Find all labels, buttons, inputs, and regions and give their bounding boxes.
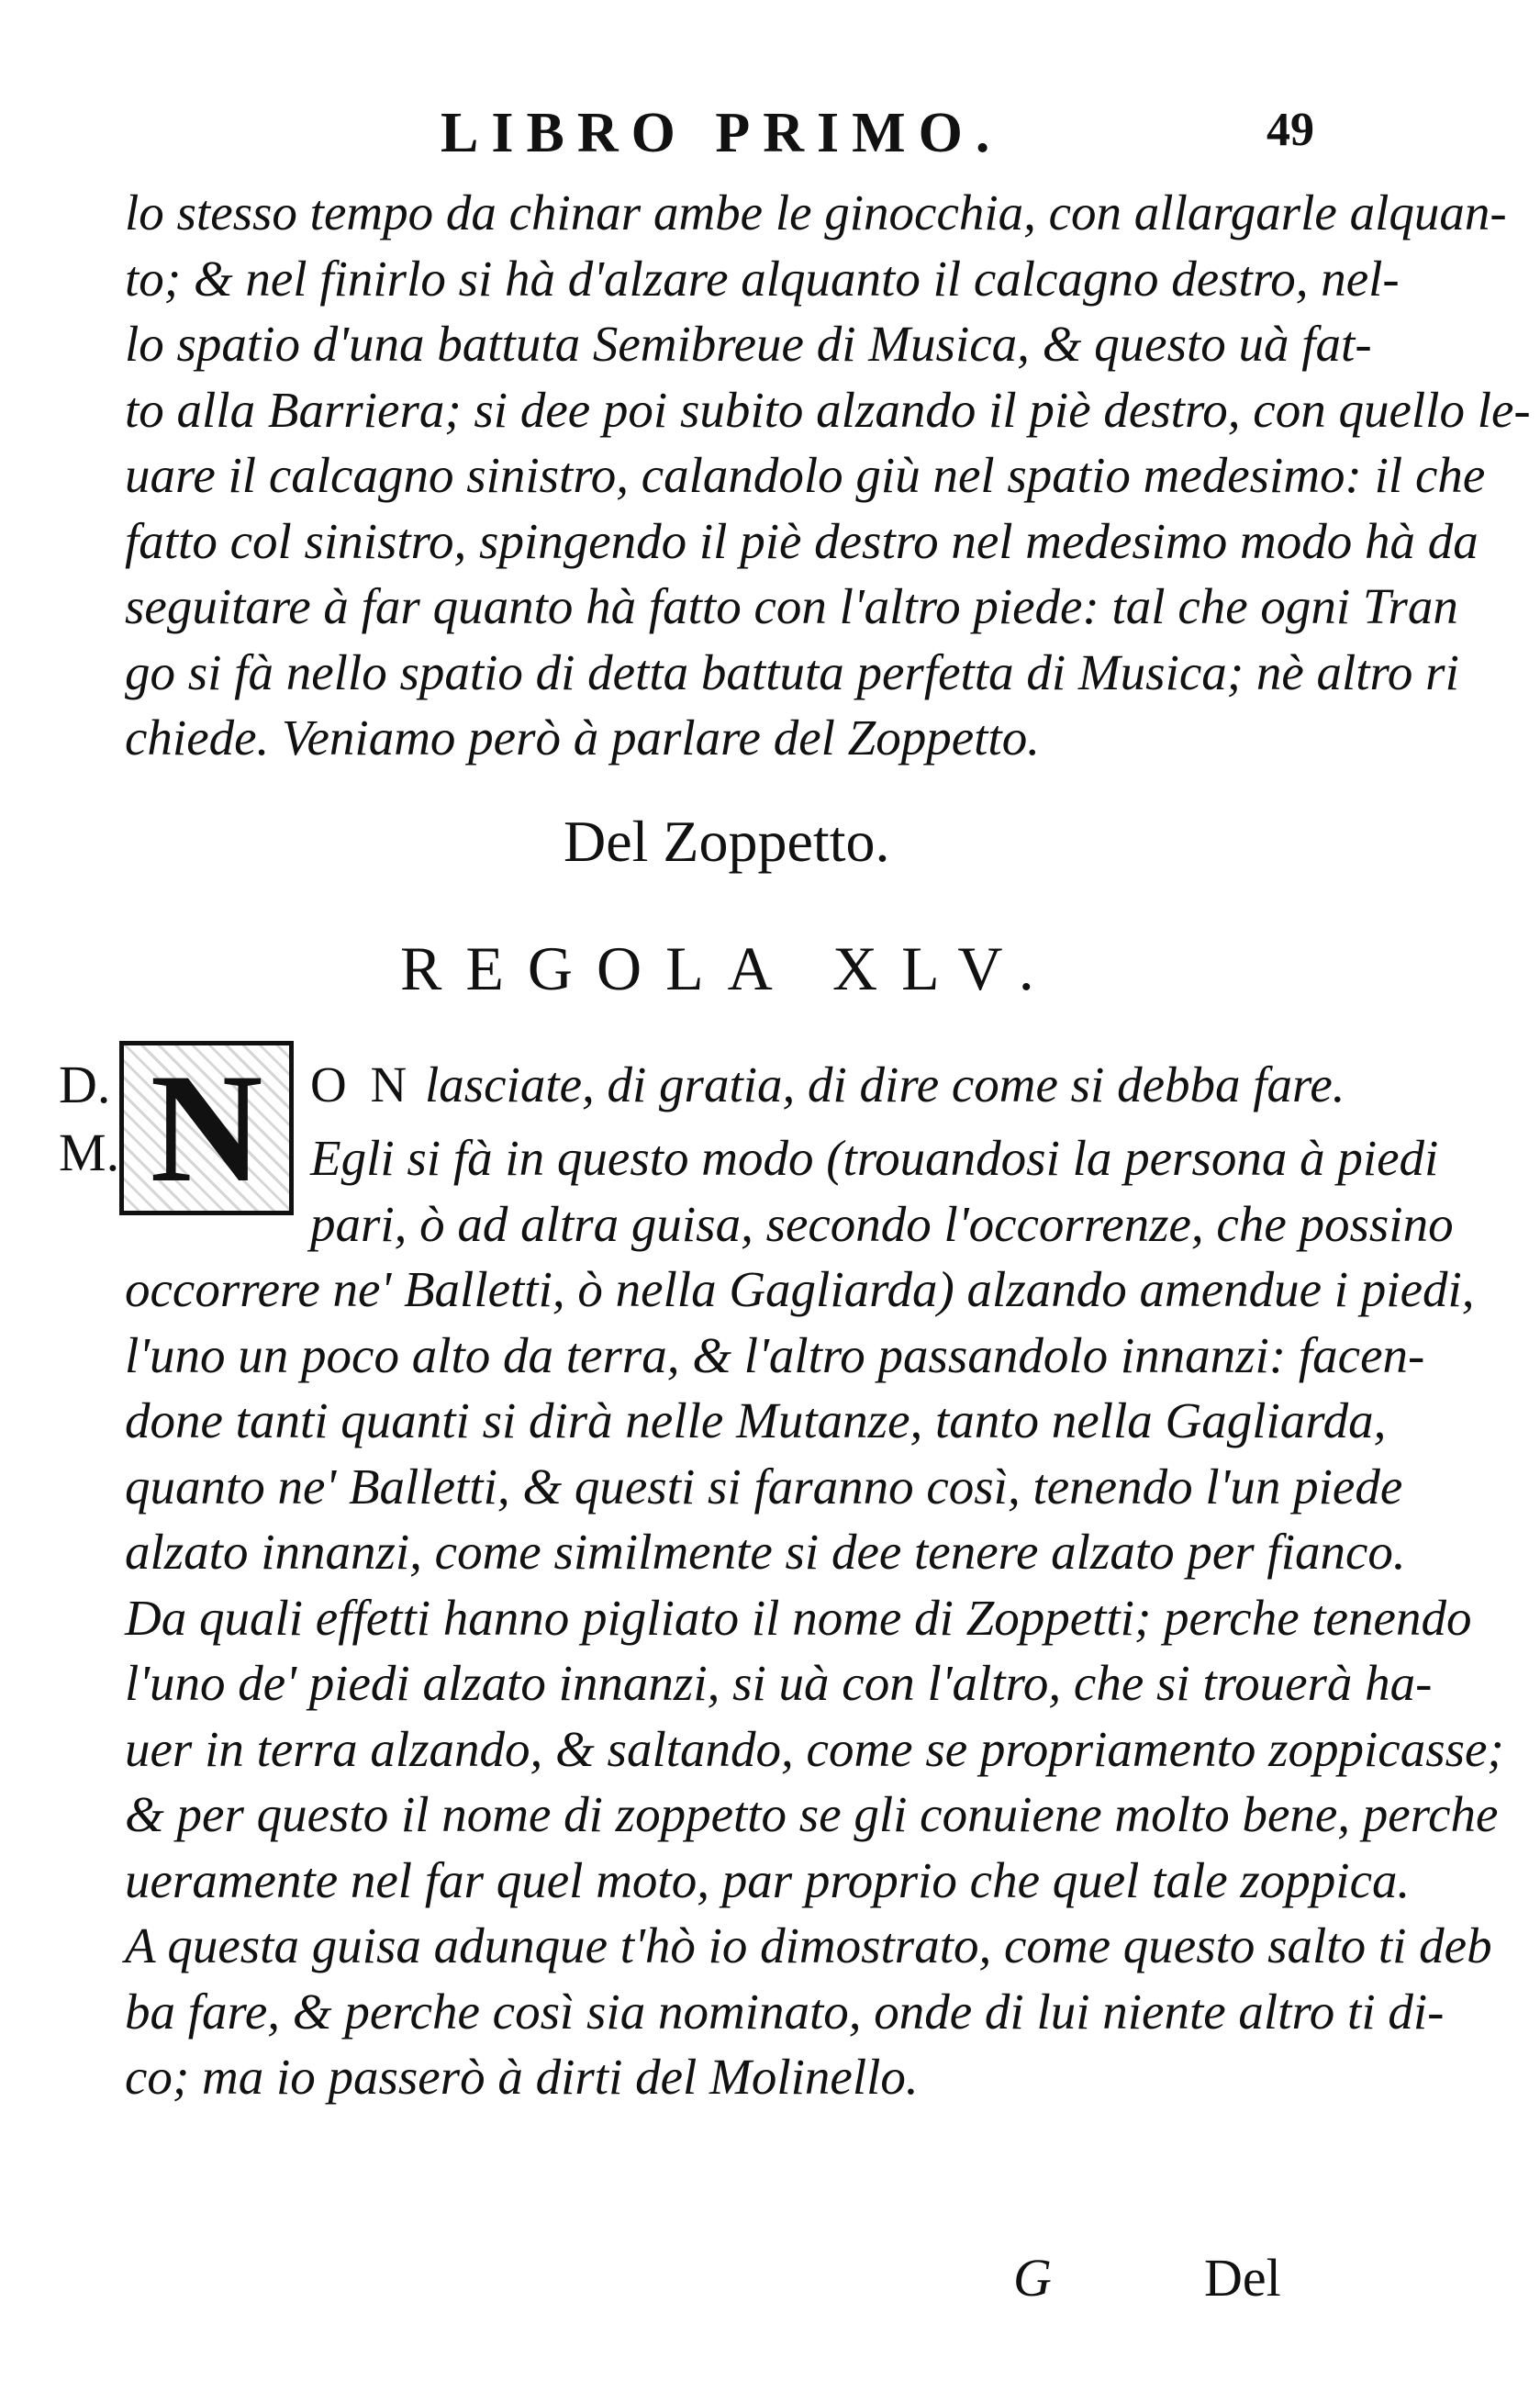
text-line: seguitare à far quanto hà fatto con l'altro piede: tal che ogni Tran — [125, 578, 1458, 634]
text-line: ba fare, & perche così sia nominato, onde di lui niente altro ti di- — [125, 1983, 1445, 2040]
paragraph-beside-initial — [310, 1125, 1454, 1257]
text-line: alzato innanzi, come similmente si dee tenere alzato per fianco. — [125, 1524, 1406, 1580]
paragraph-continuation — [125, 180, 1531, 771]
text-line: co; ma io passerò à dirti del Molinello. — [125, 2049, 919, 2105]
paragraph-main — [125, 1257, 1504, 2110]
text-line: & per questo il nome di zoppetto se gli conuiene molto bene, perche — [125, 1786, 1499, 1842]
text-line: occorrere ne' Balletti, ò nella Gagliarda) alzando amendue i piedi, — [125, 1261, 1475, 1317]
first-line — [310, 1056, 1345, 1113]
text-line: pari, ò ad altra guisa, secondo l'occorrenze, che possino — [310, 1195, 1454, 1252]
text-line: uare il calcagno sinistro, calandolo giù nel spatio medesimo: il che — [125, 447, 1486, 503]
text-line: lo stesso tempo da chinar ambe le ginocchia, con allargarle alquan- — [125, 184, 1507, 240]
speaker-m-label: M. — [59, 1123, 120, 1182]
text-line: A questa guisa adunque t'hò io dimostrato, come questo salto ti deb — [125, 1917, 1492, 1973]
running-title: LIBRO PRIMO. — [441, 102, 1003, 164]
rule-heading: REGOLA XLV. — [400, 933, 1058, 1003]
page-number: 49 — [1267, 104, 1314, 156]
first-line-caps: O N — [310, 1056, 413, 1112]
text-line: quanto ne' Balletti, & questi si faranno così, tenendo l'un piede — [125, 1458, 1403, 1515]
text-line: go si fà nello spatio di detta battuta perfetta di Musica; nè altro ri — [125, 643, 1459, 700]
text-line: fatto col sinistro, spingendo il piè destro nel medesimo modo hà da — [125, 512, 1479, 569]
speaker-d-label: D. — [59, 1055, 111, 1114]
text-line: ueramente nel far quel moto, par proprio che quel tale zoppica. — [125, 1851, 1411, 1908]
text-line: l'uno de' piedi alzato innanzi, si uà con l'altro, che si trouerà ha- — [125, 1655, 1433, 1711]
text-line: to; & nel finirlo si hà d'alzare alquanto il calcagno destro, nel- — [125, 250, 1400, 307]
text-line: done tanti quanti si dirà nelle Mutanze, tanto nella Gagliarda, — [125, 1392, 1387, 1448]
section-heading: Del Zoppetto. — [564, 809, 890, 874]
signature-mark: G — [1013, 2248, 1052, 2308]
initial-letter: N — [150, 1042, 263, 1214]
catchword: Del — [1204, 2248, 1281, 2308]
text-line: l'uno un poco alto da terra, & l'altro passandolo innanzi: facen- — [125, 1326, 1425, 1383]
text-line: to alla Barriera; si dee poi subito alzando il piè destro, con quello le- — [125, 381, 1531, 438]
text-line: chiede. Veniamo però à parlare del Zoppetto. — [125, 710, 1040, 766]
text-line: lo spatio d'una battuta Semibreue di Musica, & questo uà fat- — [125, 316, 1372, 372]
text-line: Egli si fà in questo modo (trouandosi la persona à piedi — [310, 1130, 1439, 1186]
text-line: Da quali effetti hanno pigliato il nome di Zoppetti; perche tenendo — [125, 1589, 1472, 1646]
text-line: uer in terra alzando, & saltando, come se propriamento zoppicasse; — [125, 1720, 1504, 1777]
decorated-initial — [119, 1041, 294, 1215]
first-line-text: lasciate, di gratia, di dire come si debba fare. — [412, 1056, 1345, 1112]
